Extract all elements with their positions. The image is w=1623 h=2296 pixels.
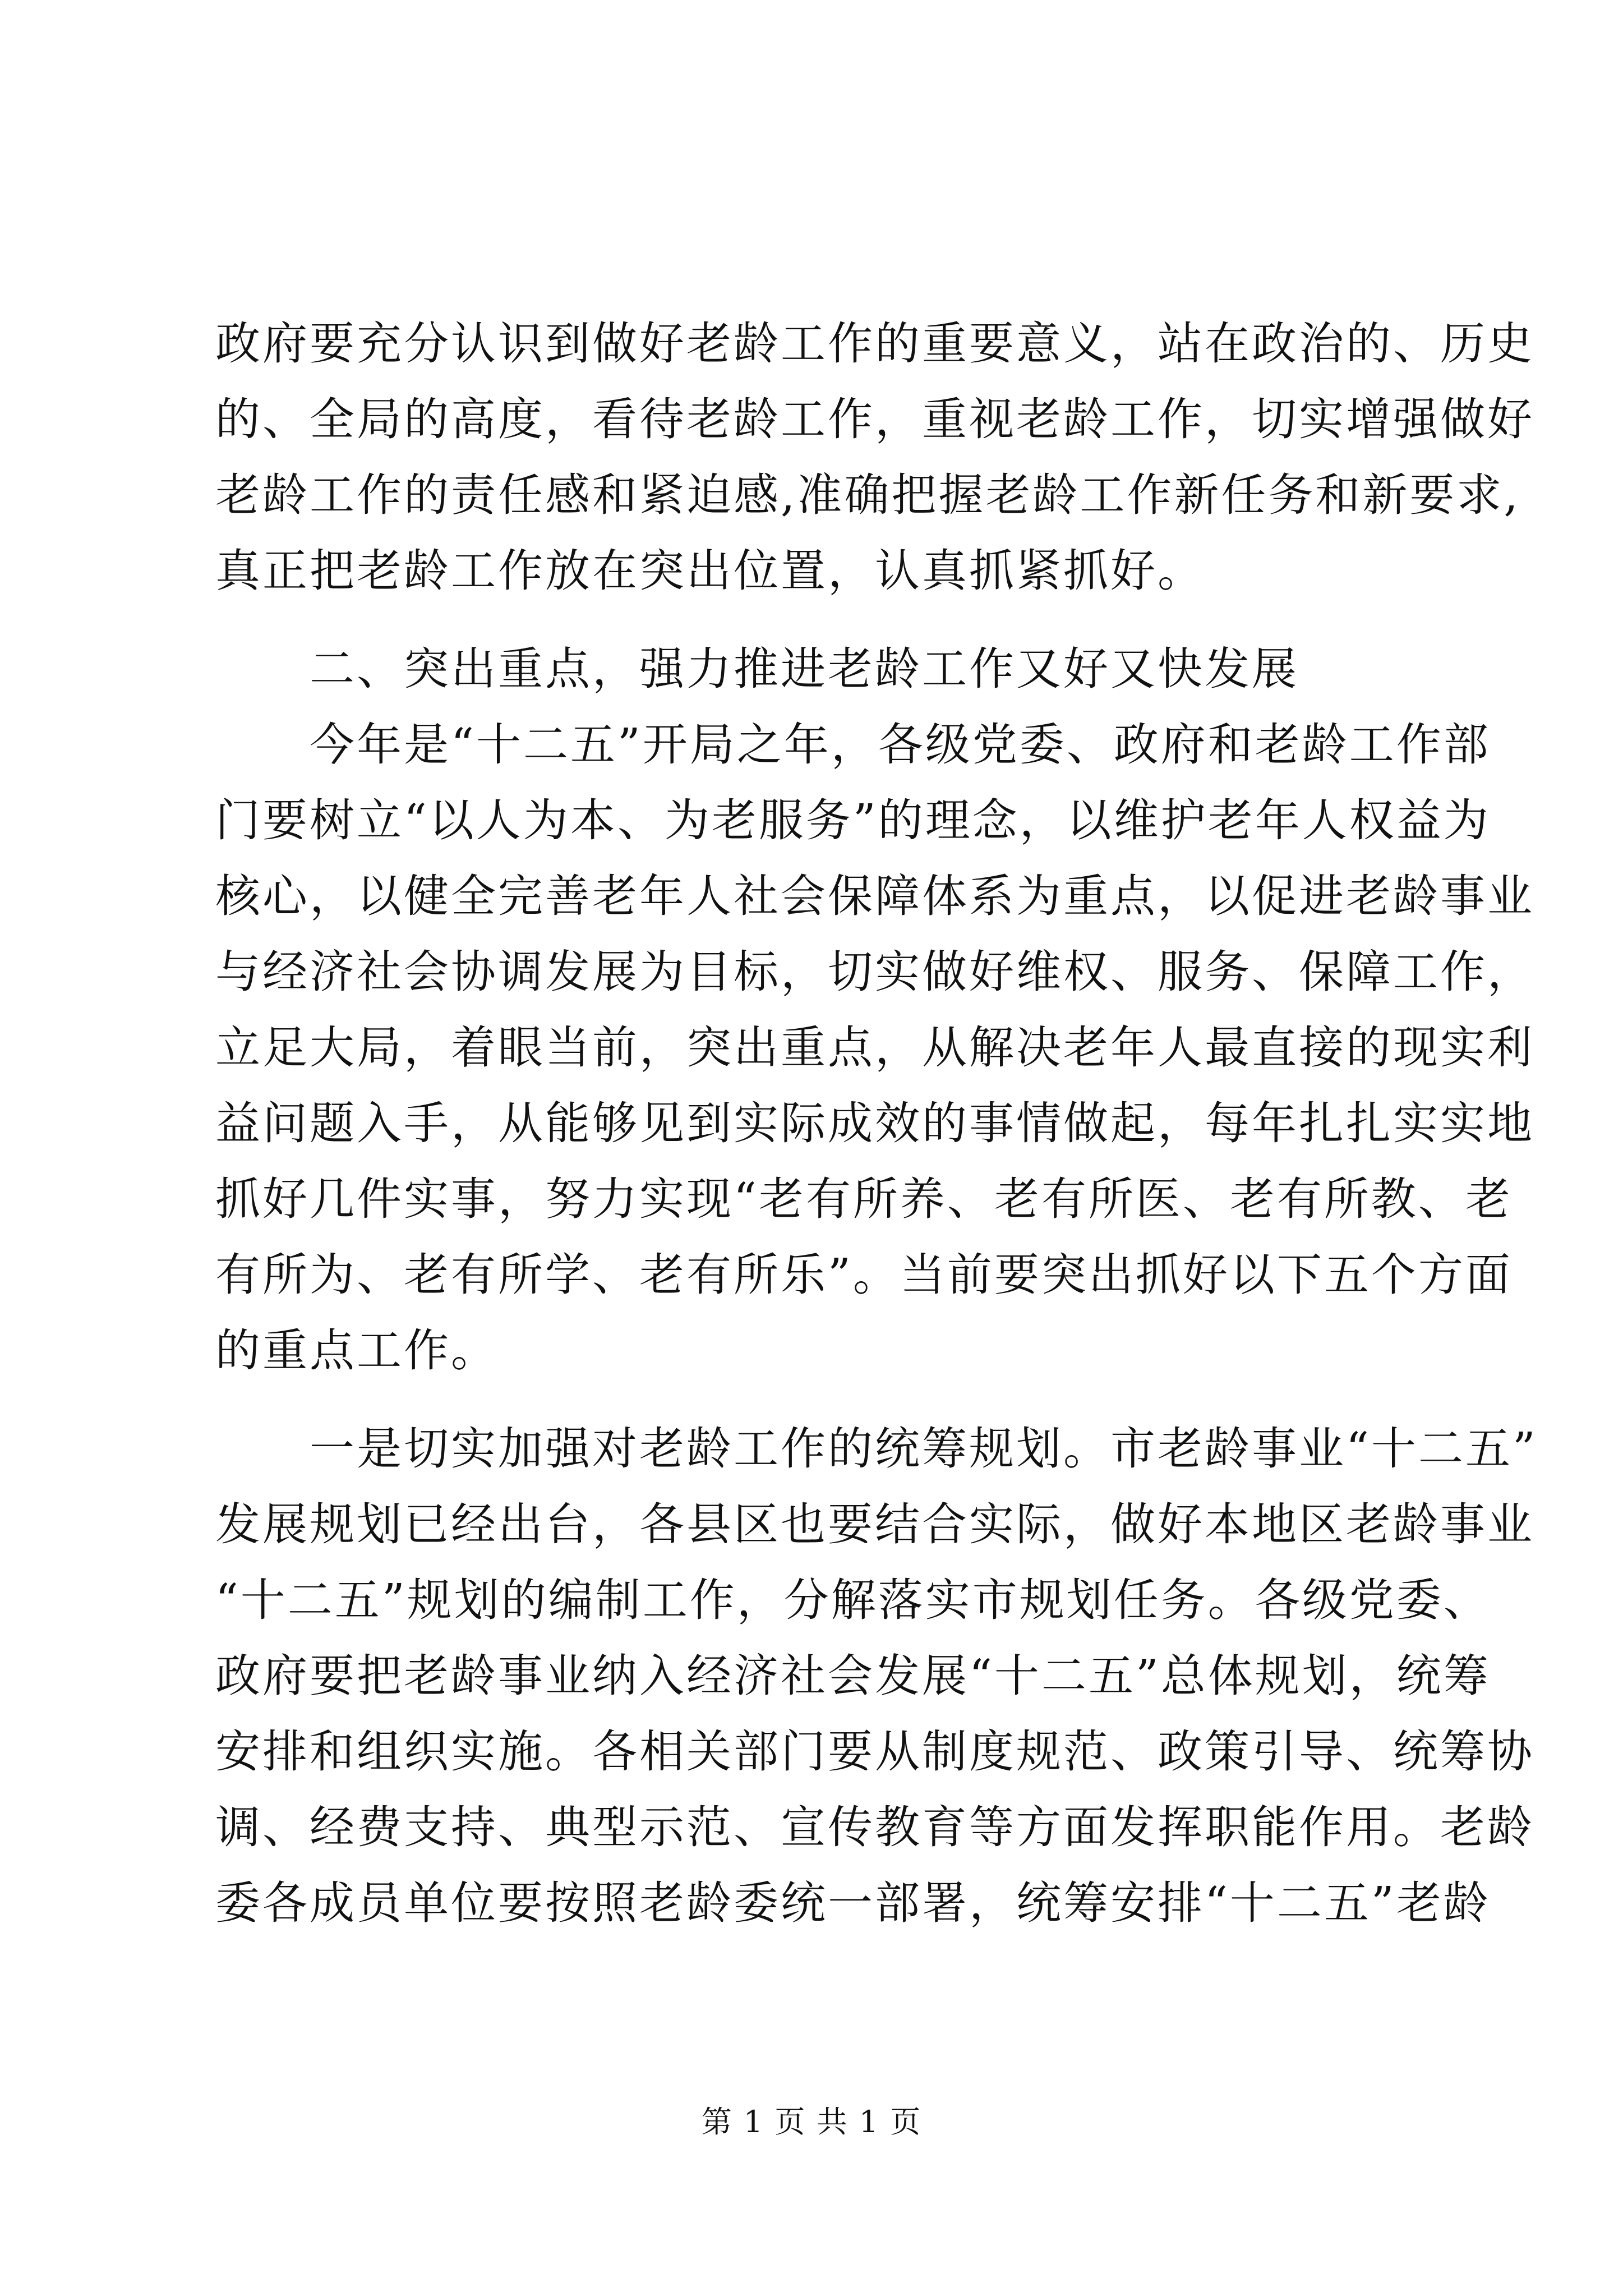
text-line: 调、经费支持、典型示范、宣传教育等方面发挥职能作用。老龄 xyxy=(215,1801,1534,1853)
section-heading: 二、突出重点，强力推进老龄工作又好又快发展 xyxy=(215,643,1299,695)
text-line: 的重点工作。 xyxy=(215,1324,498,1377)
text-line: 政府要充分认识到做好老龄工作的重要意义，站在政治的、历史 xyxy=(215,318,1534,370)
text-line: 今年是“十二五”开局之年，各级党委、政府和老龄工作部 xyxy=(215,719,1491,771)
text-line: “十二五”规划的编制工作，分解落实市规划任务。各级党委、 xyxy=(215,1574,1491,1626)
text-line: 政府要把老龄事业纳入经济社会发展“十二五”总体规划，统筹 xyxy=(215,1650,1491,1702)
text-line: 抓好几件实事，努力实现“老有所养、老有所医、老有所教、老 xyxy=(215,1173,1513,1225)
text-line: 的、全局的高度，看待老龄工作，重视老龄工作，切实增强做好 xyxy=(215,393,1534,445)
text-line: 委各成员单位要按照老龄委统一部署，统筹安排“十二五”老龄 xyxy=(215,1877,1491,1929)
text-line: 有所为、老有所学、老有所乐”。当前要突出抓好以下五个方面 xyxy=(215,1249,1513,1301)
text-line: 安排和组织实施。各相关部门要从制度规范、政策引导、统筹协 xyxy=(215,1726,1534,1778)
page-number-footer: 第 1 页 共 1 页 xyxy=(701,2104,922,2139)
text-line: 发展规划已经出台，各县区也要结合实际，做好本地区老龄事业 xyxy=(215,1498,1534,1550)
text-line: 一是切实加强对老龄工作的统筹规划。市老龄事业“十二五” xyxy=(215,1423,1538,1475)
text-line: 益问题入手，从能够见到实际成效的事情做起，每年扎扎实实地 xyxy=(215,1097,1534,1149)
text-line: 老龄工作的责任感和紧迫感,准确把握老龄工作新任务和新要求, xyxy=(215,469,1520,521)
text-line: 门要树立“以人为本、为老服务”的理念，以维护老年人权益为 xyxy=(215,794,1491,846)
text-line: 立足大局，着眼当前，突出重点，从解决老年人最直接的现实利 xyxy=(215,1022,1534,1074)
document-body xyxy=(215,306,1538,1941)
text-line: 与经济社会协调发展为目标，切实做好维权、服务、保障工作， xyxy=(215,946,1534,998)
text-line: 核心，以健全完善老年人社会保障体系为重点，以促进老龄事业 xyxy=(215,870,1534,922)
text-line: 真正把老龄工作放在突出位置，认真抓紧抓好。 xyxy=(215,545,1205,597)
